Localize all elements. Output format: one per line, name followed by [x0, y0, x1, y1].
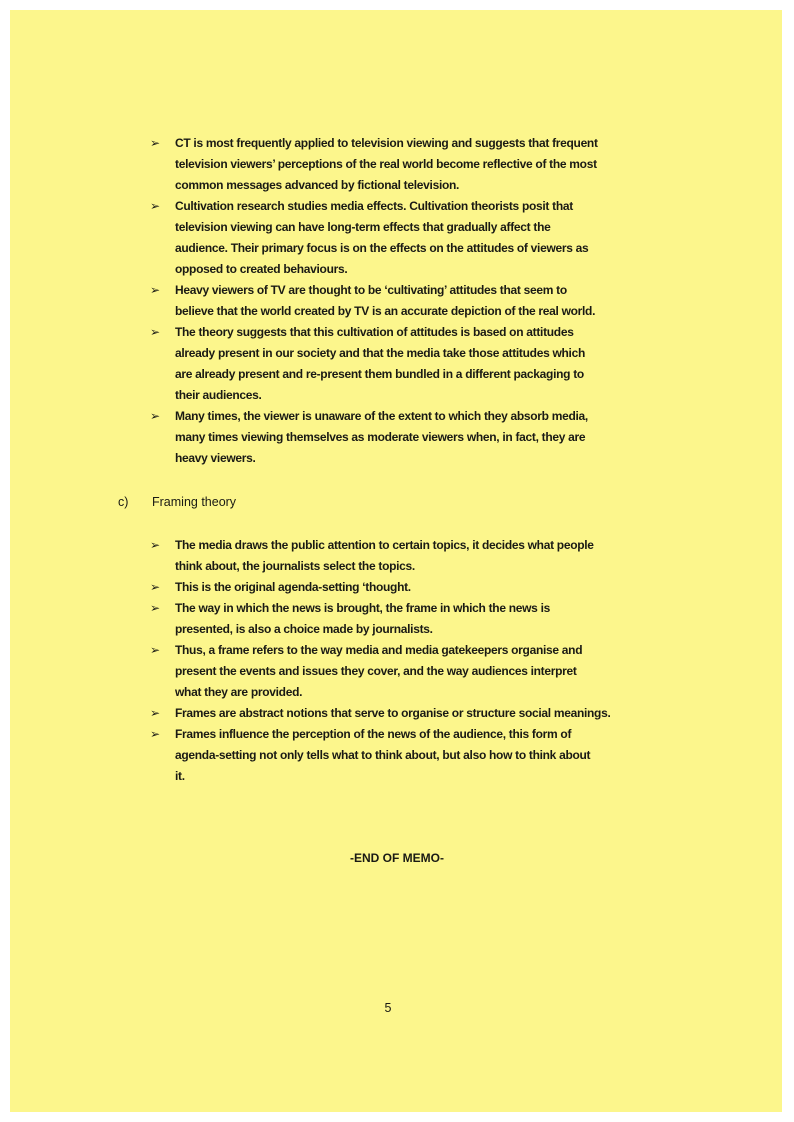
list-item-line: many times viewing themselves as moderate viewers when, in fact, they are: [175, 430, 586, 444]
section-marker: c): [118, 495, 129, 509]
list-item-line: Frames influence the perception of the news of the audience, this form of: [175, 727, 572, 741]
list-item-line: think about, the journalists select the topics.: [175, 559, 415, 573]
list-item-line: present the events and issues they cover, and the way audiences interpret: [175, 664, 577, 678]
list-item-line: their audiences.: [175, 388, 262, 402]
bullet-arrow-icon: ➢: [150, 643, 161, 657]
list-item-line: what they are provided.: [175, 685, 303, 699]
list-item-line: common messages advanced by fictional television.: [175, 178, 460, 192]
bullet-arrow-icon: ➢: [150, 706, 161, 720]
list-item-line: audience. Their primary focus is on the effects on the attitudes of viewers as: [175, 241, 589, 255]
list-item-line: Heavy viewers of TV are thought to be ‘cultivating’ attitudes that seem to: [175, 283, 567, 297]
bullet-arrow-icon: ➢: [150, 409, 161, 423]
list-item-line: opposed to created behaviours.: [175, 262, 348, 276]
list-item-line: presented, is also a choice made by journalists.: [175, 622, 433, 636]
bullet-arrow-icon: ➢: [150, 580, 161, 594]
list-item-line: already present in our society and that the media take those attitudes which: [175, 346, 585, 360]
bullet-arrow-icon: ➢: [150, 325, 161, 339]
list-item-line: are already present and re-present them bundled in a different packaging to: [175, 367, 584, 381]
list-item-line: Thus, a frame refers to the way media and media gatekeepers organise and: [175, 643, 583, 657]
list-item-line: Cultivation research studies media effects. Cultivation theorists posit that: [175, 199, 573, 213]
list-item-line: This is the original agenda-setting ‘thought.: [175, 580, 411, 594]
bullet-arrow-icon: ➢: [150, 538, 161, 552]
list-item-line: it.: [175, 769, 185, 783]
bullet-arrow-icon: ➢: [150, 136, 161, 150]
bullet-arrow-icon: ➢: [150, 727, 161, 741]
list-item-line: agenda-setting not only tells what to think about, but also how to think about: [175, 748, 591, 762]
end-of-memo: -END OF MEMO-: [350, 851, 444, 865]
list-item-line: television viewers’ perceptions of the real world become reflective of the most: [175, 157, 597, 171]
list-item-line: The media draws the public attention to certain topics, it decides what people: [175, 538, 594, 552]
list-item-line: believe that the world created by TV is an accurate depiction of the real world.: [175, 304, 596, 318]
list-item-line: The way in which the news is brought, the frame in which the news is: [175, 601, 550, 615]
bullet-arrow-icon: ➢: [150, 199, 161, 213]
list-item-line: Frames are abstract notions that serve to organise or structure social meanings.: [175, 706, 611, 720]
section-heading: Framing theory: [152, 495, 237, 509]
list-item-line: Many times, the viewer is unaware of the extent to which they absorb media,: [175, 409, 588, 423]
list-item-line: CT is most frequently applied to television viewing and suggests that frequent: [175, 136, 598, 150]
list-item-line: The theory suggests that this cultivation of attitudes is based on attitudes: [175, 325, 574, 339]
page-number: 5: [384, 1001, 392, 1015]
list-item-line: heavy viewers.: [175, 451, 256, 465]
list-item-line: television viewing can have long-term effects that gradually affect the: [175, 220, 551, 234]
bullet-arrow-icon: ➢: [150, 283, 161, 297]
bullet-arrow-icon: ➢: [150, 601, 161, 615]
